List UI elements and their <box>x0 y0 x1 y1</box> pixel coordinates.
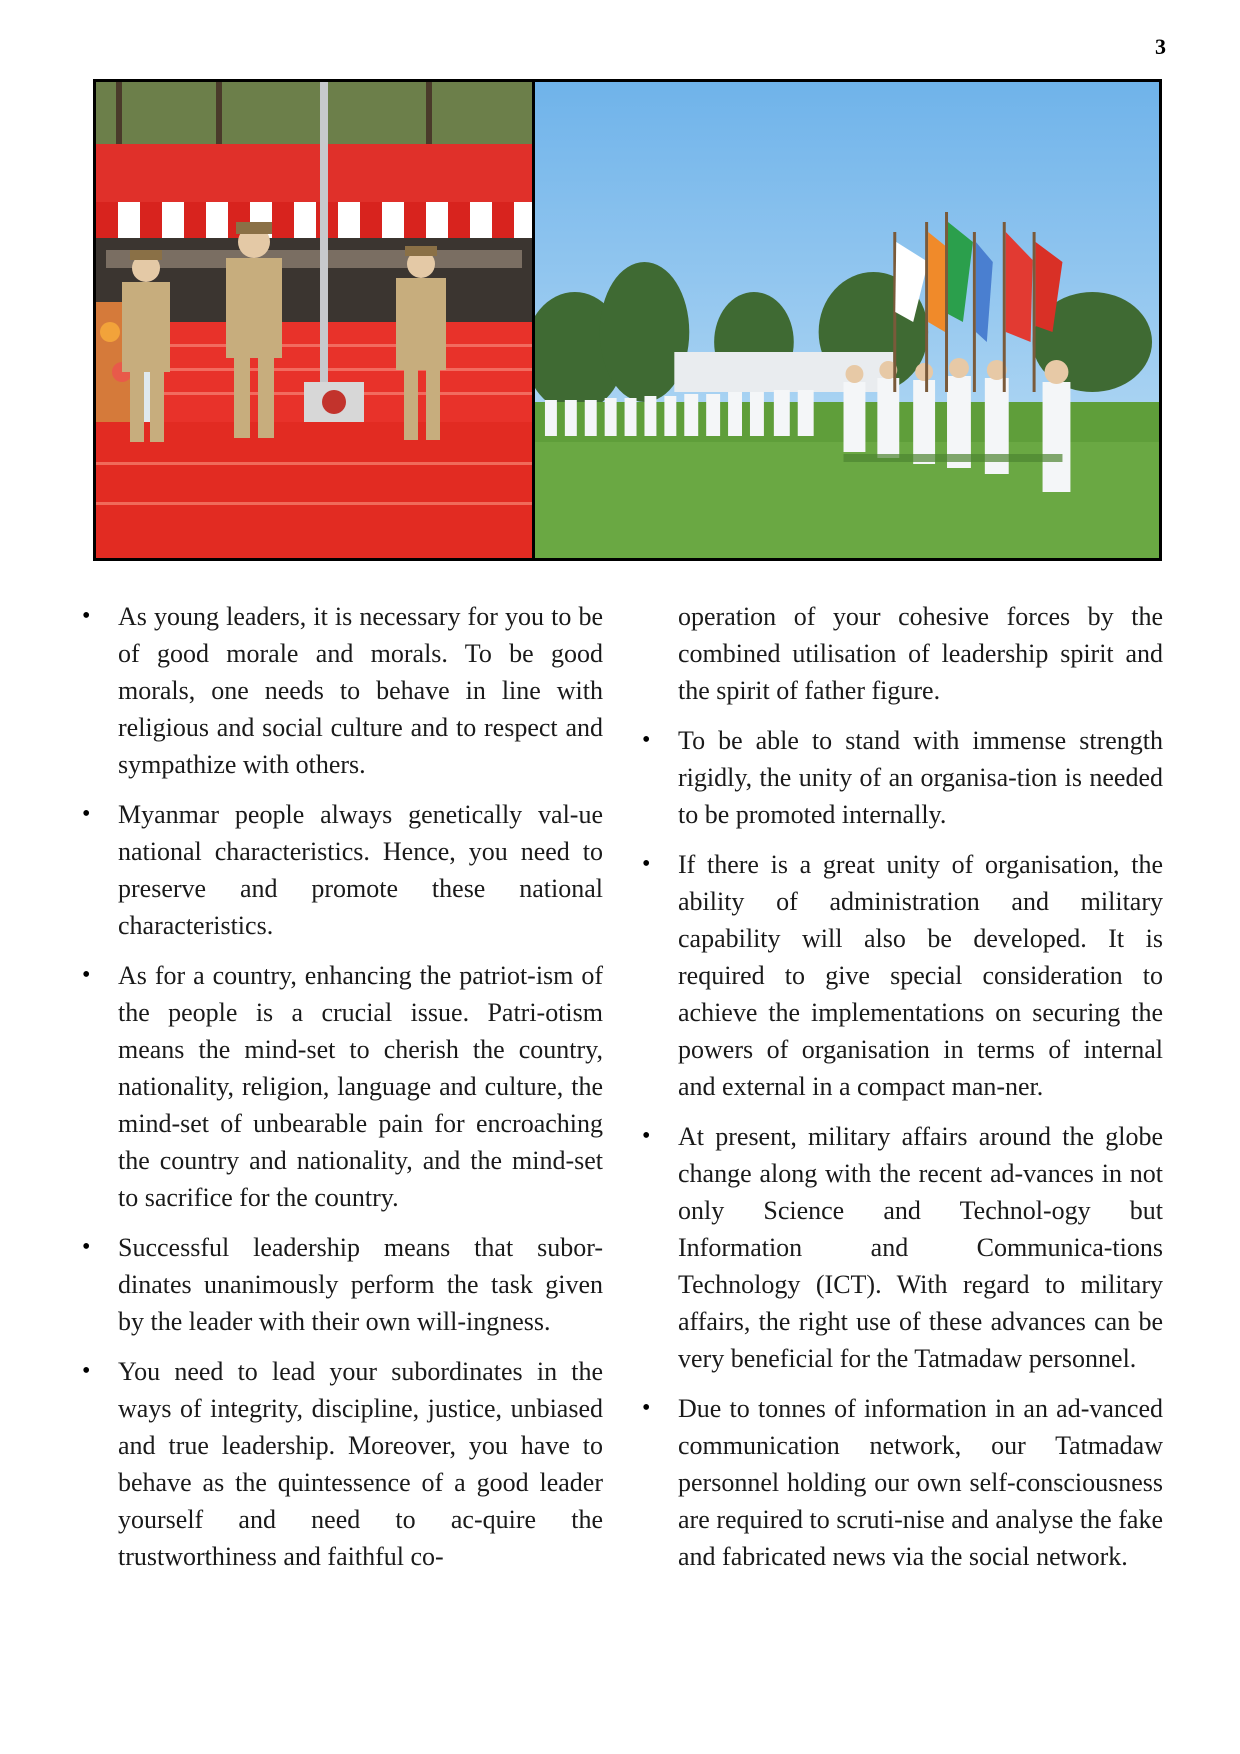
salute-ceremony-photo <box>96 82 535 558</box>
page-number: 3 <box>1155 34 1166 59</box>
right-column <box>678 598 1163 1588</box>
bullet-paragraph: • At present, military affairs around the globe change along with the recent ad-vances in not only Science and Technol-ogy but Information and Communica-tions Technology (ICT). With regard to military affairs, the right use of these advances can be very beneficial for the Tatmadaw personnel. <box>678 1118 1163 1377</box>
bullet-paragraph: • You need to lead your subordinates in the ways of integrity, discipline, justice, unbiased and true leadership. Moreover, you have to behave as the quintessence of a good leader yourself and need to ac-quire the trustworthiness and faithful co- <box>118 1353 603 1575</box>
photo-salute-ceremony-icon <box>96 82 532 558</box>
continued-paragraph: operation of your cohesive forces by the combined utilisation of leadership spirit and the spirit of father figure. <box>678 602 1163 705</box>
bullet-paragraph: • To be able to stand with immense strength rigidly, the unity of an organisa-tion is needed to be promoted internally. <box>678 722 1163 833</box>
bullet-paragraph: • As for a country, enhancing the patriot-ism of the people is a crucial issue. Patri-otism means the mind-set to cherish the country, nationality, religion, language and culture, the mind-set of unbearable pain for encroaching the country and nationality, and the mind-set to sacrifice for the country. <box>118 957 603 1216</box>
left-column <box>118 598 603 1588</box>
bullet-paragraph: • Due to tonnes of information in an ad-vanced communication network, our Tatmadaw personnel holding our own self-consciousness are required to scruti-nise and analyse the fake and fabricated news via the social network. <box>678 1390 1163 1575</box>
bullet-paragraph: • Successful leadership means that subor-dinates unanimously perform the task given by the leader with their own will-ingness. <box>118 1229 603 1340</box>
parade-march-photo <box>535 82 1159 558</box>
bullet-paragraph: • Myanmar people always genetically val-ue national characteristics. Hence, you need to preserve and promote these national characteristics. <box>118 796 603 944</box>
bullet-paragraph: • As young leaders, it is necessary for you to be of good morale and morals. To be good morals, one needs to behave in line with religious and social culture and to respect and sympathize with others. <box>118 598 603 783</box>
bullet-paragraph: • If there is a great unity of organisation, the ability of administration and military capability will also be developed. It is required to give special consideration to achieve the implementations on securing the powers of organisation in terms of internal and external in a compact man-ner. <box>678 846 1163 1105</box>
photo-parade-march-icon <box>535 82 1159 558</box>
photo-strip <box>93 79 1162 561</box>
